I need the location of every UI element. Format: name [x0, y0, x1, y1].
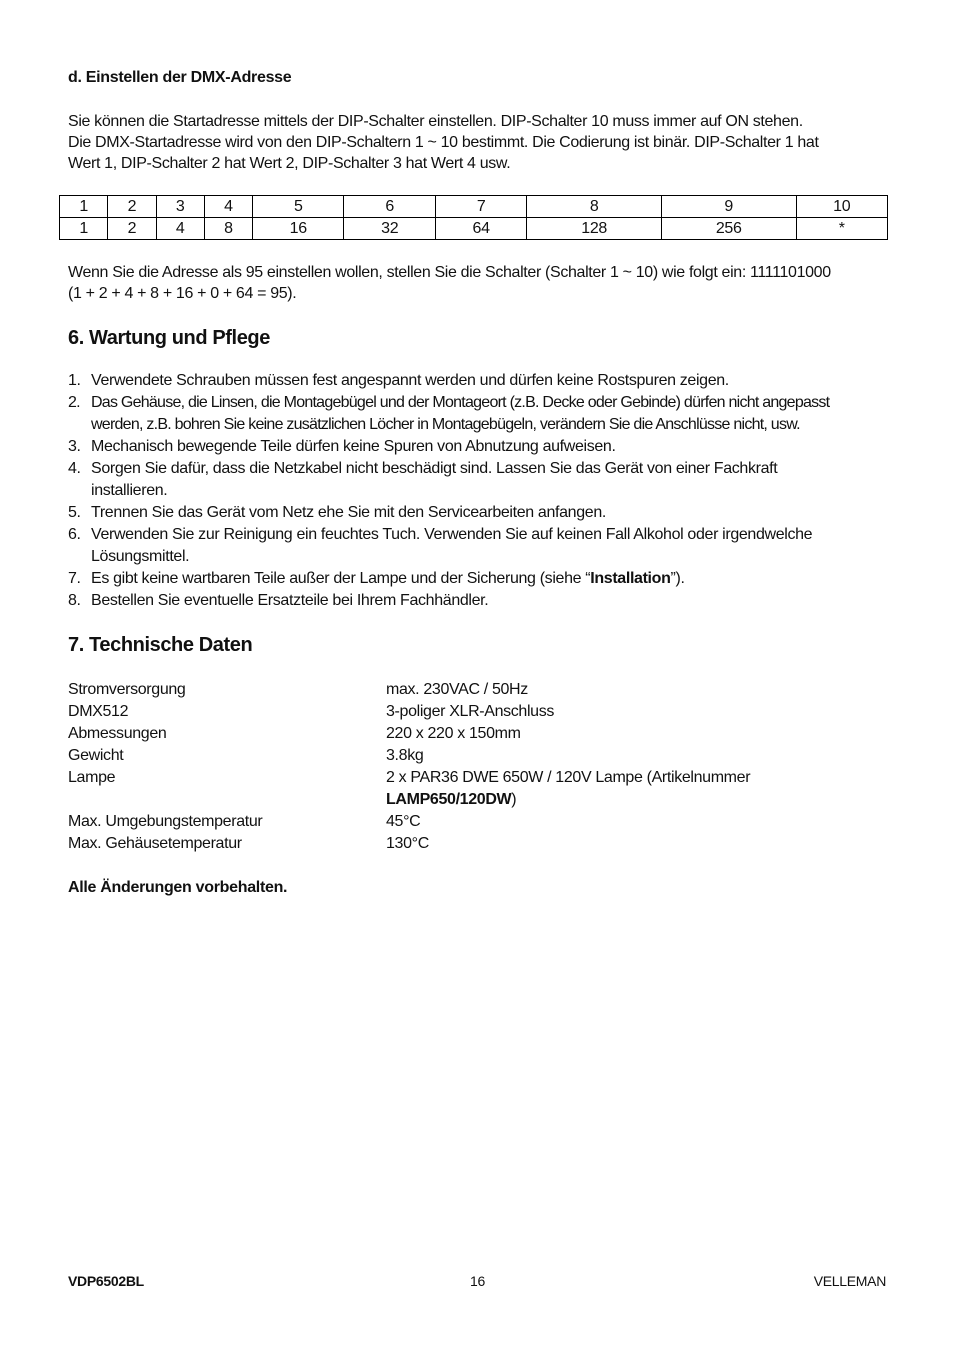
spec-list [68, 679, 888, 855]
table-cell: 5 [253, 196, 344, 218]
paragraph-line: Wenn Sie die Adresse als 95 einstellen wollen, stellen Sie die Schalter (Schalter 1 ~ 10) wie folgt ein: 1111101000 [68, 264, 831, 281]
table-cell: 4 [156, 218, 204, 240]
text-run: ) [511, 791, 517, 808]
spec-label: Max. Umgebungstemperatur [68, 813, 263, 830]
list-item [68, 370, 888, 392]
paragraph-line: Wert 1, DIP-Schalter 2 hat Wert 2, DIP-Schalter 3 hat Wert 4 usw. [68, 155, 511, 172]
table-cell: 1 [60, 196, 108, 218]
list-item-text: Das Gehäuse, die Linsen, die Montagebügel und der Montageort (z.B. Decke oder Gebinde) dürfen nicht angepasst [91, 394, 830, 411]
table-cell: 6 [344, 196, 435, 218]
spec-value-line: 2 x PAR36 DWE 650W / 120V Lampe (Artikelnummer [386, 769, 751, 786]
list-item-text: Verwendete Schrauben müssen fest angespannt werden und dürfen keine Rostspuren zeigen. [91, 372, 729, 389]
table-row-values [60, 218, 888, 240]
address-example-paragraph [68, 262, 888, 304]
list-number: 1. [68, 372, 81, 389]
spec-label: Max. Gehäusetemperatur [68, 835, 242, 852]
table-cell: 128 [527, 218, 662, 240]
text-run: ”). [670, 570, 685, 587]
spec-label: Abmessungen [68, 725, 167, 742]
list-item [68, 392, 888, 436]
spec-label: Lampe [68, 769, 116, 786]
spec-value: 45°C [386, 813, 421, 830]
spec-label: Gewicht [68, 747, 124, 764]
list-item-text: installieren. [91, 482, 168, 499]
spec-row [68, 723, 888, 745]
list-item-text: Bestellen Sie eventuelle Ersatzteile bei Ihrem Fachhändler. [91, 592, 489, 609]
spec-label: DMX512 [68, 703, 129, 720]
list-number: 4. [68, 460, 81, 477]
list-number: 3. [68, 438, 81, 455]
list-item [68, 502, 888, 524]
list-number: 5. [68, 504, 81, 521]
text-run: Es gibt keine wartbaren Teile außer der Lampe und der Sicherung (siehe “ [91, 570, 591, 587]
table-cell: 9 [661, 196, 796, 218]
spec-value: 130°C [386, 835, 429, 852]
table-cell: 8 [527, 196, 662, 218]
table-cell: 7 [435, 196, 526, 218]
footer-page-number: 16 [470, 1273, 485, 1289]
table-cell: 3 [156, 196, 204, 218]
table-cell: 16 [253, 218, 344, 240]
spec-row [68, 745, 888, 767]
list-item [68, 458, 888, 502]
list-item [68, 590, 888, 612]
list-number: 8. [68, 592, 81, 609]
list-item-text: Sorgen Sie dafür, dass die Netzkabel nicht beschädigt sind. Lassen Sie das Gerät von einer Fachkraft [91, 460, 778, 477]
table-cell: 256 [661, 218, 796, 240]
spec-value: 3.8kg [386, 747, 424, 764]
spec-row [68, 811, 888, 833]
installation-reference: Installation [590, 570, 671, 587]
spec-row [68, 679, 888, 701]
subsection-title-dmx-address: d. Einstellen der DMX-Adresse [68, 69, 292, 86]
table-cell: 2 [108, 218, 156, 240]
maintenance-list [68, 370, 888, 612]
list-number: 6. [68, 526, 81, 543]
paragraph-line: Die DMX-Startadresse wird von den DIP-Schaltern 1 ~ 10 bestimmt. Die Codierung ist binär. DIP-Schalter 1 hat [68, 134, 819, 151]
list-number: 2. [68, 394, 80, 411]
spec-value: 3-poliger XLR-Anschluss [386, 703, 555, 720]
section-title-maintenance: 6. Wartung und Pflege [68, 327, 270, 349]
list-item [68, 568, 888, 590]
list-item-text [91, 568, 888, 590]
spec-label: Stromversorgung [68, 681, 186, 698]
list-item-text: Mechanisch bewegende Teile dürfen keine Spuren von Abnutzung aufweisen. [91, 438, 616, 455]
footer-brand: VELLEMAN [813, 1273, 886, 1289]
table-cell: 8 [204, 218, 252, 240]
list-item [68, 524, 888, 568]
table-cell: 64 [435, 218, 526, 240]
table-cell: 10 [796, 196, 887, 218]
table-cell: * [796, 218, 887, 240]
spec-value [386, 767, 888, 811]
paragraph-line: Sie können die Startadresse mittels der DIP-Schalter einstellen. DIP-Schalter 10 muss immer auf ON stehen. [68, 113, 803, 130]
paragraph-line: (1 + 2 + 4 + 8 + 16 + 0 + 64 = 95). [68, 285, 297, 302]
table-cell: 32 [344, 218, 435, 240]
spec-value: max. 230VAC / 50Hz [386, 681, 528, 698]
table-cell: 1 [60, 218, 108, 240]
spec-row [68, 701, 888, 723]
changes-reserved-notice: Alle Änderungen vorbehalten. [68, 879, 288, 896]
section-title-technical-data: 7. Technische Daten [68, 634, 253, 656]
table-cell: 4 [204, 196, 252, 218]
table-cell: 2 [108, 196, 156, 218]
spec-value-line [386, 789, 888, 811]
list-item [68, 436, 888, 458]
spec-value: 220 x 220 x 150mm [386, 725, 521, 742]
footer-model: VDP6502BL [68, 1273, 144, 1289]
spec-row [68, 833, 888, 855]
list-item-text: Trennen Sie das Gerät vom Netz ehe Sie mit den Servicearbeiten anfangen. [91, 504, 606, 521]
list-item-text: Lösungsmittel. [91, 548, 190, 565]
list-item-text: Verwenden Sie zur Reinigung ein feuchtes Tuch. Verwenden Sie auf keinen Fall Alkohol oder irgendwelche [91, 526, 813, 543]
dmx-intro-paragraph [68, 111, 878, 174]
table-row-switches [60, 196, 888, 218]
dip-switch-table [59, 195, 888, 240]
lamp-article-number: LAMP650/120DW [386, 791, 512, 808]
spec-row [68, 767, 888, 811]
list-number: 7. [68, 570, 81, 587]
list-item-text: werden, z.B. bohren Sie keine zusätzlichen Löcher in Montagebügeln, verändern Sie die Anschlüsse nicht, usw. [91, 416, 800, 433]
